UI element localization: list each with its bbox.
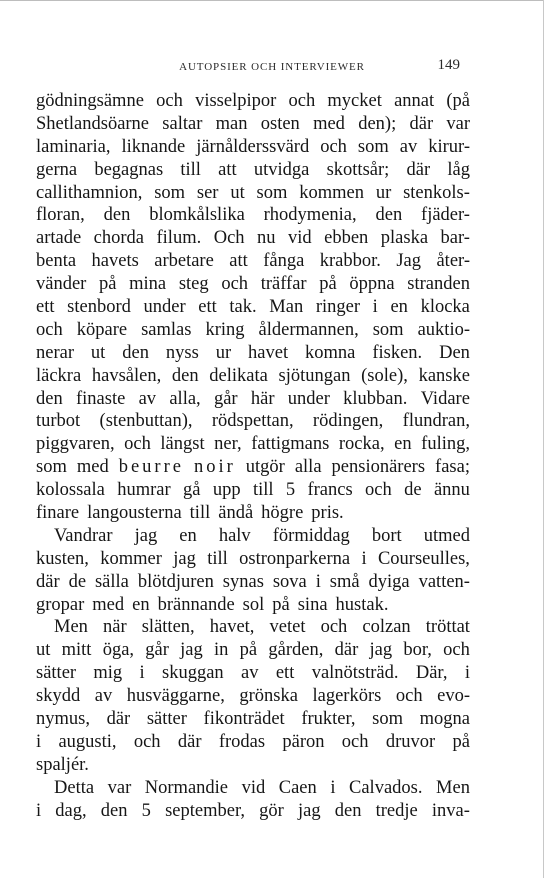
- word: bort: [371, 525, 402, 546]
- word: där: [36, 571, 60, 592]
- word: artade: [36, 228, 82, 249]
- text-line: [36, 365, 470, 388]
- word: nymus,: [36, 709, 90, 730]
- word: träffar: [260, 274, 307, 295]
- word: slätten,: [141, 617, 195, 638]
- word: som: [372, 319, 404, 340]
- text-line: [36, 479, 470, 502]
- word: Den: [439, 342, 470, 363]
- text-line: [36, 456, 470, 479]
- word: floran,: [36, 205, 85, 226]
- text-line: [36, 227, 470, 250]
- word: callithamnion,: [36, 182, 143, 203]
- word: laminaria,: [36, 136, 111, 157]
- word: Calvados.: [349, 777, 423, 798]
- word: langousterna: [87, 503, 182, 524]
- text-line: [36, 342, 470, 365]
- word: i: [36, 800, 42, 821]
- text-line: [36, 319, 470, 342]
- word: går: [145, 640, 169, 661]
- word: av: [399, 136, 418, 157]
- word: 5: [285, 480, 296, 501]
- word: och: [320, 136, 347, 157]
- word: krabbor.: [319, 251, 381, 272]
- word: öga,: [102, 640, 135, 661]
- word: kommen: [299, 182, 364, 203]
- word: som: [357, 136, 389, 157]
- word: och: [320, 617, 348, 638]
- word: den: [36, 388, 63, 409]
- word: Caen: [278, 777, 317, 798]
- text-line: [36, 502, 470, 525]
- word: ännu: [433, 480, 470, 501]
- word: och: [288, 91, 316, 111]
- word: och: [221, 274, 249, 295]
- word: (på: [446, 91, 470, 111]
- word: synas: [222, 571, 264, 592]
- word: ut: [36, 640, 51, 661]
- word: gödningsämne: [36, 91, 144, 111]
- word: havsålen,: [91, 365, 162, 386]
- word: turbot: [36, 411, 81, 432]
- word: vetet: [269, 617, 306, 638]
- word: gerna: [36, 159, 78, 180]
- word: augusti,: [58, 731, 117, 752]
- word: bar-: [440, 228, 470, 249]
- word: kanske: [418, 365, 470, 386]
- word: havet,: [209, 617, 255, 638]
- text-line: [36, 182, 470, 205]
- word: skydd: [36, 686, 81, 707]
- word: ringer: [315, 297, 361, 318]
- word: en: [132, 594, 150, 615]
- text-line: [36, 410, 470, 433]
- word: på: [319, 274, 337, 295]
- word: fuling,: [421, 434, 470, 455]
- word: kring: [205, 319, 245, 340]
- word: som: [256, 182, 288, 203]
- word: halv: [218, 525, 251, 546]
- text-line: [36, 639, 470, 662]
- word: sätter: [36, 663, 77, 684]
- word: stenbord: [67, 297, 131, 318]
- text-line: [36, 662, 470, 685]
- word: francs: [307, 480, 353, 501]
- word: under: [143, 297, 186, 318]
- word: september,: [165, 800, 245, 821]
- word: i: [330, 777, 336, 798]
- word: sina: [297, 594, 328, 615]
- word: Normandie: [144, 777, 229, 798]
- word: havets: [91, 251, 139, 272]
- word: och: [341, 731, 369, 752]
- text-line: [36, 159, 470, 182]
- text-line: [36, 296, 470, 319]
- word: öppna: [349, 274, 395, 295]
- word: brännande: [157, 594, 235, 615]
- word: med: [92, 594, 125, 615]
- word: till: [252, 480, 274, 501]
- word: samlas: [141, 319, 192, 340]
- word: och: [443, 640, 470, 661]
- word: och: [156, 91, 183, 111]
- word: köpare: [76, 319, 128, 340]
- word: till: [180, 159, 201, 180]
- word: mina: [129, 274, 167, 295]
- word: nerar: [36, 342, 74, 363]
- word: pensionärers: [331, 457, 426, 478]
- word: Och: [213, 228, 245, 249]
- word: att: [218, 159, 237, 180]
- word: vid: [241, 777, 266, 798]
- word: dyiga: [368, 571, 410, 592]
- word: Där,: [415, 663, 448, 684]
- word: nyss: [165, 342, 199, 363]
- word: här: [250, 388, 275, 409]
- word: var: [107, 777, 132, 798]
- text-line: [36, 113, 470, 136]
- word: de: [68, 571, 87, 592]
- word: kolossala: [36, 480, 105, 501]
- word: vid: [288, 228, 312, 249]
- word: frukter,: [301, 709, 356, 730]
- word: klocka: [420, 297, 470, 318]
- word: rocka,: [338, 434, 385, 455]
- word: utgör: [245, 457, 285, 478]
- word: 5: [141, 800, 151, 821]
- word: sova: [272, 571, 307, 592]
- text-line: [36, 273, 470, 296]
- word: humrar: [117, 480, 171, 501]
- word: auktio-: [417, 319, 470, 340]
- word: och: [124, 434, 151, 455]
- word: druvor: [385, 731, 436, 752]
- word: colzan: [362, 617, 411, 638]
- word: sjötungan: [278, 365, 351, 386]
- word: den);: [358, 113, 397, 134]
- word: frodas: [218, 731, 266, 752]
- word: den: [100, 800, 128, 821]
- word: Courseulles,: [377, 548, 470, 569]
- word: tröttat: [425, 617, 470, 638]
- word: den: [103, 205, 131, 226]
- text-line: [36, 136, 470, 159]
- word: i: [315, 571, 321, 592]
- word: ostronparkerna: [239, 548, 351, 569]
- word: gör: [259, 800, 284, 821]
- word: spaljér.: [36, 754, 89, 775]
- text-line: [36, 685, 470, 708]
- word: (sole),: [361, 365, 408, 386]
- word: Vidare: [420, 388, 470, 409]
- text-line: [36, 433, 470, 456]
- text-line: [36, 250, 470, 273]
- word: jag: [134, 525, 158, 546]
- word: åldermannen,: [258, 319, 359, 340]
- word: alla,: [169, 388, 201, 409]
- word: inva-: [431, 800, 470, 821]
- word: med: [313, 113, 345, 134]
- word: och: [365, 480, 392, 501]
- word: sol: [242, 594, 265, 615]
- word: chorda: [93, 228, 145, 249]
- word: skuggan: [162, 663, 224, 684]
- word: jag: [297, 800, 321, 821]
- word: komna: [305, 342, 356, 363]
- word: stenkols-: [403, 182, 470, 203]
- word: steg: [178, 274, 209, 295]
- word: läckra: [36, 365, 82, 386]
- text-line: [36, 204, 470, 227]
- word: den: [375, 205, 403, 226]
- page-number: 149: [437, 57, 460, 73]
- word: den: [122, 342, 149, 363]
- word: förmiddag: [272, 525, 350, 546]
- word: filum.: [156, 228, 202, 249]
- word: finaste: [76, 388, 126, 409]
- word: Men: [436, 777, 470, 798]
- word: husväggarne,: [126, 686, 225, 707]
- text-line: [36, 754, 470, 777]
- word: blomkålslika: [149, 205, 245, 226]
- word: i: [139, 663, 145, 684]
- word: begagnas: [94, 159, 164, 180]
- word: Vandrar: [54, 525, 113, 546]
- word: osten: [260, 113, 300, 134]
- word: ner,: [214, 434, 242, 455]
- word: att: [229, 251, 248, 272]
- word: fånga: [263, 251, 305, 272]
- word: och: [36, 319, 63, 340]
- word: där: [106, 709, 131, 730]
- word: hustak.: [335, 594, 389, 615]
- word: upp: [212, 480, 241, 501]
- word: där: [334, 640, 359, 661]
- word: på: [452, 731, 470, 752]
- word: låg: [447, 159, 470, 180]
- word: ser: [196, 182, 219, 203]
- word: till: [189, 503, 211, 524]
- word: Shetlandsöarne: [36, 113, 150, 134]
- word: gropar: [36, 594, 85, 615]
- word: piggvaren,: [36, 434, 115, 455]
- word: till: [207, 548, 228, 569]
- word: små: [329, 571, 360, 592]
- word: grönska: [239, 686, 298, 707]
- word: ändå: [218, 503, 254, 524]
- word: man: [215, 113, 248, 134]
- word: av: [138, 388, 157, 409]
- word: stranden: [407, 274, 470, 295]
- word: tak.: [229, 297, 257, 318]
- word: utvidga: [253, 159, 310, 180]
- text-line: [36, 708, 470, 731]
- word: pris.: [311, 503, 344, 524]
- word: på: [272, 594, 290, 615]
- body-text: [36, 90, 470, 823]
- word: plaska: [380, 228, 429, 249]
- word: där: [177, 731, 202, 752]
- word: (stenbuttan),: [99, 411, 193, 432]
- word: fjäder-: [421, 205, 470, 226]
- word: fisken.: [372, 342, 423, 363]
- text-line: [36, 594, 470, 617]
- word: i: [372, 297, 378, 318]
- text-line: [36, 388, 470, 411]
- word: i: [361, 548, 367, 569]
- word: en: [390, 297, 408, 318]
- word: gå: [183, 480, 201, 501]
- word: där: [409, 113, 434, 134]
- word: i: [36, 731, 42, 752]
- text-line: [36, 90, 470, 113]
- word: och: [133, 731, 161, 752]
- word: fattigmans: [251, 434, 330, 455]
- text-line: [36, 800, 470, 823]
- word: ut: [230, 182, 245, 203]
- word: med: [76, 457, 109, 478]
- word: ett: [275, 663, 295, 684]
- word: på: [99, 274, 117, 295]
- word: annat: [394, 91, 435, 111]
- word: järnålderssvärd: [196, 136, 310, 157]
- word: under: [287, 388, 330, 409]
- word: in: [214, 640, 229, 661]
- text-line: [36, 525, 470, 548]
- word: klubban.: [343, 388, 408, 409]
- word: vänder: [36, 274, 87, 295]
- word: saltar: [162, 113, 203, 134]
- word: kommer: [100, 548, 162, 569]
- word: vatten-: [418, 571, 470, 592]
- word: gården,: [268, 640, 324, 661]
- word: var: [446, 113, 470, 134]
- word: skottsår;: [326, 159, 390, 180]
- word: jag: [180, 640, 203, 661]
- word: som: [372, 709, 404, 730]
- word: kirur-: [428, 136, 470, 157]
- word: arbetare: [154, 251, 214, 272]
- word: i: [464, 663, 470, 684]
- word: Detta: [54, 777, 95, 798]
- word: utmed: [423, 525, 470, 546]
- word: blötdjuren: [137, 571, 214, 592]
- word: tredje: [375, 800, 418, 821]
- word: när: [103, 617, 127, 638]
- word: Man: [269, 297, 304, 318]
- word: finare: [36, 503, 80, 524]
- text-line: [36, 616, 470, 639]
- word: på: [239, 640, 258, 661]
- word: högre: [261, 503, 304, 524]
- word: mogna: [419, 709, 470, 730]
- word: delikata: [209, 365, 268, 386]
- word: ett: [198, 297, 217, 318]
- word: ur: [375, 182, 392, 203]
- word: rhodymenia,: [263, 205, 357, 226]
- word: jag: [173, 548, 196, 569]
- word: bor,: [403, 640, 432, 661]
- word: ett: [36, 297, 55, 318]
- word: av: [94, 686, 113, 707]
- text-line: [36, 548, 470, 571]
- word: Jag: [396, 251, 422, 272]
- word: rödspettan,: [211, 411, 294, 432]
- word: fikonträdet: [203, 709, 285, 730]
- word: längst: [160, 434, 205, 455]
- word: mig: [93, 663, 123, 684]
- word: valnötsträd.: [311, 663, 399, 684]
- word: kusten,: [36, 548, 89, 569]
- word: den: [171, 365, 199, 386]
- word: noir: [193, 457, 236, 478]
- word: av: [241, 663, 259, 684]
- word: fasa;: [435, 457, 470, 478]
- word: ebben: [324, 228, 369, 249]
- word: dag,: [55, 800, 87, 821]
- word: alla: [294, 457, 322, 478]
- word: jag: [369, 640, 393, 661]
- word: rödingen,: [312, 411, 384, 432]
- word: den: [334, 800, 362, 821]
- word: visselpipor: [195, 91, 277, 111]
- word: liknande: [121, 136, 186, 157]
- word: sälla: [94, 571, 129, 592]
- word: åter-: [436, 251, 470, 272]
- word: som: [154, 182, 186, 203]
- word: nu: [257, 228, 276, 249]
- running-head: [0, 57, 544, 79]
- word: beurre: [118, 457, 184, 478]
- text-line: [36, 777, 470, 800]
- word: benta: [36, 251, 77, 272]
- word: sätter: [146, 709, 187, 730]
- word: mitt: [61, 640, 92, 661]
- word: där: [406, 159, 431, 180]
- word: Men: [54, 617, 88, 638]
- word: en: [179, 525, 197, 546]
- word: och: [395, 686, 423, 707]
- word: päron: [282, 731, 325, 752]
- word: en: [394, 434, 412, 455]
- word: går: [213, 388, 238, 409]
- word: evo-: [437, 686, 470, 707]
- word: lagerkörs: [312, 686, 382, 707]
- word: de: [404, 480, 422, 501]
- word: mycket: [327, 91, 382, 111]
- text-line: [36, 571, 470, 594]
- scan-edge-top: [0, 0, 544, 1]
- word: som: [36, 457, 67, 478]
- word: havet: [248, 342, 289, 363]
- word: flundran,: [402, 411, 470, 432]
- running-title: AUTOPSIER OCH INTERVIEWER: [179, 61, 365, 73]
- word: ur: [215, 342, 232, 363]
- text-line: [36, 731, 470, 754]
- word: ut: [90, 342, 106, 363]
